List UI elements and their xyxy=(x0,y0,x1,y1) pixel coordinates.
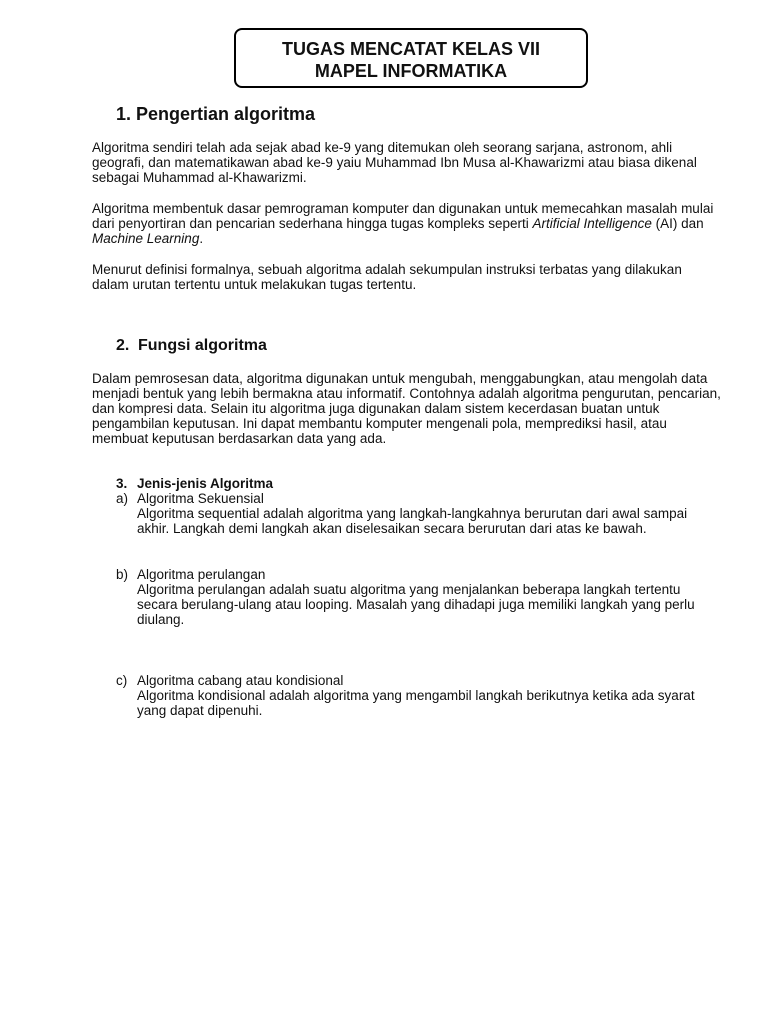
list-item-marker: b) xyxy=(116,567,129,582)
document-title-line2: MAPEL INFORMATIKA xyxy=(314,61,508,81)
list-item-marker: c) xyxy=(116,673,128,688)
paragraph-text: Algoritma membentuk dasar pemrograman komputer dan digunakan untuk memecahkan masalah mulai dari penyortiran dan pencarian sederhana hingga tugas kompleks seperti xyxy=(92,201,714,231)
list-item-body: Algoritma sequential adalah algoritma yang langkah-langkahnya berurutan dari awal sampai akhir. Langkah demi langkah akan diselesaikan secara berurutan dari atas ke bawah. xyxy=(137,506,688,536)
list-item-title-text: Algoritma Sekuensial xyxy=(137,491,264,506)
list-item-title xyxy=(116,673,716,688)
paragraph-text: . xyxy=(199,231,204,246)
list-item-body: Algoritma perulangan adalah suatu algoritma yang menjalankan beberapa langkah tertentu secara berulang-ulang atau looping. Masalah yang dihadapi juga memiliki langkah yang perlu diulang. xyxy=(137,582,695,627)
term-artificial-intelligence: Artificial Intelligence xyxy=(532,216,652,231)
section-2-heading xyxy=(116,337,267,355)
list-item xyxy=(116,673,716,718)
section-1-heading: 1. Pengertian algoritma xyxy=(116,104,316,124)
section-1-paragraph-2 xyxy=(92,201,722,246)
list-item xyxy=(116,567,716,627)
section-1-paragraph-3: Menurut definisi formalnya, sebuah algoritma adalah sekumpulan instruksi terbatas yang dilakukan dalam urutan tertentu untuk melakukan tugas tertentu. xyxy=(92,262,682,292)
section-3-number: 3. xyxy=(116,476,128,491)
section-3-title: Jenis-jenis Algoritma xyxy=(137,476,274,491)
list-item-title xyxy=(116,491,716,506)
list-item-title-text: Algoritma perulangan xyxy=(137,567,266,582)
section-1-paragraph-1: Algoritma sendiri telah ada sejak abad ke-9 yang ditemukan oleh seorang sarjana, astronom, ahli geografi, dan matematikawan abad ke-9 yaiu Muhammad Ibn Musa al-Khawarizmi atau biasa dikenal sebagai Muhammad al-Khawarizmi. xyxy=(92,140,697,185)
section-2-paragraph: Dalam pemrosesan data, algoritma digunakan untuk mengubah, menggabungkan, atau mengolah data menjadi bentuk yang lebih bermakna atau informatif. Contohnya adalah algoritma pengurutan, pencarian, dan kompresi data. Selain itu algoritma juga digunakan dalam sistem kecerdasan buatan untuk pengambilan keputusan. Ini dapat membantu komputer mengenali pola, memprediksi hasil, atau membuat keputusan berdasarkan data yang ada. xyxy=(92,371,721,446)
term-machine-learning: Machine Learning xyxy=(92,231,200,246)
list-item xyxy=(116,491,716,536)
list-item-body: Algoritma kondisional adalah algoritma yang mengambil langkah berikutnya ketika ada syarat yang dapat dipenuhi. xyxy=(137,688,695,718)
section-2-title: Fungsi algoritma xyxy=(138,337,267,354)
section-3-heading xyxy=(116,476,273,491)
list-item-title xyxy=(116,567,716,582)
paragraph-text: (AI) dan xyxy=(651,216,704,231)
document-title-box xyxy=(234,28,588,88)
document-title-line1: TUGAS MENCATAT KELAS VII xyxy=(282,39,540,59)
list-item-marker: a) xyxy=(116,491,129,506)
section-2-number: 2. xyxy=(116,337,130,354)
list-item-title-text: Algoritma cabang atau kondisional xyxy=(137,673,344,688)
